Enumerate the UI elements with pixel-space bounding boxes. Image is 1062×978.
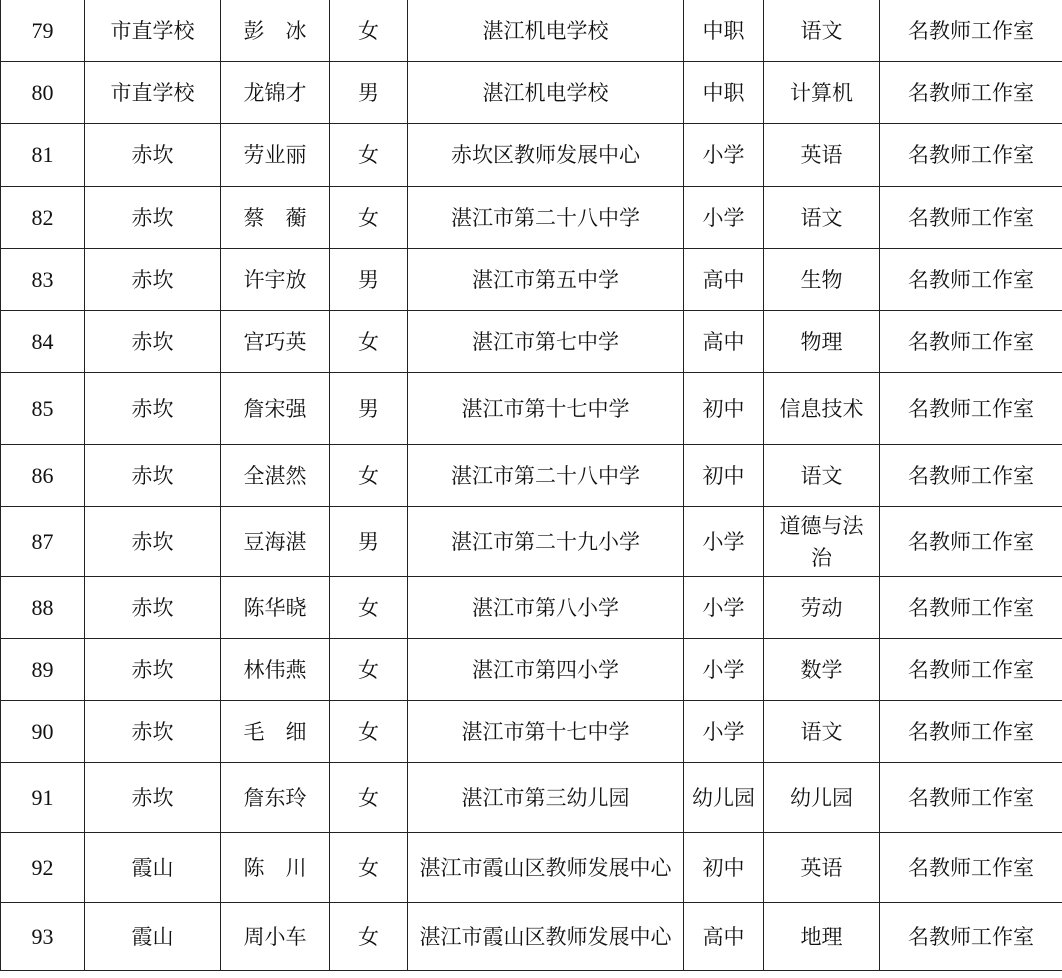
cell-gender: 女	[330, 187, 408, 249]
cell-gender: 女	[330, 577, 408, 639]
cell-number: 89	[1, 639, 85, 701]
cell-region: 赤坎	[85, 249, 221, 311]
cell-gender: 男	[330, 62, 408, 124]
cell-school: 湛江市霞山区教师发展中心	[408, 833, 684, 903]
cell-school: 湛江市第七中学	[408, 311, 684, 373]
cell-level: 高中	[684, 903, 764, 971]
cell-number: 84	[1, 311, 85, 373]
cell-region: 赤坎	[85, 507, 221, 577]
cell-number: 93	[1, 903, 85, 971]
cell-studio-type: 名教师工作室	[880, 507, 1062, 577]
cell-school: 湛江市第十七中学	[408, 373, 684, 445]
cell-region: 赤坎	[85, 445, 221, 507]
cell-number: 90	[1, 701, 85, 763]
cell-studio-type: 名教师工作室	[880, 701, 1062, 763]
cell-level: 高中	[684, 311, 764, 373]
cell-number: 81	[1, 124, 85, 187]
cell-name: 劳业丽	[221, 124, 330, 187]
cell-level: 小学	[684, 639, 764, 701]
cell-studio-type: 名教师工作室	[880, 903, 1062, 971]
cell-school: 湛江市第二十八中学	[408, 445, 684, 507]
cell-subject: 数学	[764, 639, 880, 701]
cell-subject: 幼儿园	[764, 763, 880, 833]
cell-gender: 女	[330, 445, 408, 507]
cell-region: 赤坎	[85, 577, 221, 639]
cell-level: 小学	[684, 507, 764, 577]
cell-name: 林伟燕	[221, 639, 330, 701]
cell-level: 初中	[684, 445, 764, 507]
table-row	[1, 833, 1062, 903]
cell-name: 龙锦才	[221, 62, 330, 124]
cell-region: 赤坎	[85, 187, 221, 249]
table-row	[1, 249, 1062, 311]
cell-name: 许宇放	[221, 249, 330, 311]
cell-number: 80	[1, 62, 85, 124]
cell-school: 湛江市第五中学	[408, 249, 684, 311]
table-row	[1, 0, 1062, 62]
cell-subject: 语文	[764, 701, 880, 763]
cell-studio-type: 名教师工作室	[880, 763, 1062, 833]
cell-subject: 信息技术	[764, 373, 880, 445]
cell-name: 詹宋强	[221, 373, 330, 445]
cell-gender: 女	[330, 701, 408, 763]
cell-region: 赤坎	[85, 701, 221, 763]
table-row	[1, 763, 1062, 833]
cell-number: 91	[1, 763, 85, 833]
cell-level: 小学	[684, 124, 764, 187]
cell-gender: 男	[330, 373, 408, 445]
cell-gender: 女	[330, 639, 408, 701]
cell-subject: 生物	[764, 249, 880, 311]
cell-gender: 男	[330, 507, 408, 577]
cell-subject: 语文	[764, 0, 880, 62]
table-row	[1, 639, 1062, 701]
cell-name: 彭 冰	[221, 0, 330, 62]
cell-subject: 英语	[764, 833, 880, 903]
cell-studio-type: 名教师工作室	[880, 187, 1062, 249]
cell-name: 陈华晓	[221, 577, 330, 639]
cell-region: 赤坎	[85, 763, 221, 833]
cell-level: 小学	[684, 187, 764, 249]
cell-studio-type: 名教师工作室	[880, 62, 1062, 124]
table-row	[1, 187, 1062, 249]
cell-school: 湛江市第三幼儿园	[408, 763, 684, 833]
cell-name: 豆海湛	[221, 507, 330, 577]
cell-school: 湛江市第八小学	[408, 577, 684, 639]
table-row	[1, 124, 1062, 187]
cell-region: 霞山	[85, 833, 221, 903]
cell-level: 中职	[684, 0, 764, 62]
cell-number: 79	[1, 0, 85, 62]
cell-school: 赤坎区教师发展中心	[408, 124, 684, 187]
cell-school: 湛江机电学校	[408, 62, 684, 124]
cell-subject: 物理	[764, 311, 880, 373]
cell-subject: 计算机	[764, 62, 880, 124]
cell-school: 湛江市第二十九小学	[408, 507, 684, 577]
cell-school: 湛江机电学校	[408, 0, 684, 62]
cell-region: 赤坎	[85, 639, 221, 701]
cell-studio-type: 名教师工作室	[880, 445, 1062, 507]
cell-level: 高中	[684, 249, 764, 311]
cell-studio-type: 名教师工作室	[880, 0, 1062, 62]
table-row	[1, 507, 1062, 577]
cell-subject: 英语	[764, 124, 880, 187]
cell-gender: 女	[330, 903, 408, 971]
cell-subject: 劳动	[764, 577, 880, 639]
cell-level: 中职	[684, 62, 764, 124]
cell-subject: 语文	[764, 187, 880, 249]
table-row	[1, 62, 1062, 124]
cell-school: 湛江市第四小学	[408, 639, 684, 701]
cell-subject: 地理	[764, 903, 880, 971]
cell-name: 詹东玲	[221, 763, 330, 833]
cell-level: 小学	[684, 701, 764, 763]
cell-studio-type: 名教师工作室	[880, 577, 1062, 639]
table-row	[1, 903, 1062, 971]
cell-gender: 女	[330, 124, 408, 187]
cell-level: 小学	[684, 577, 764, 639]
cell-name: 周小车	[221, 903, 330, 971]
cell-gender: 女	[330, 0, 408, 62]
cell-number: 87	[1, 507, 85, 577]
table-row	[1, 701, 1062, 763]
cell-level: 初中	[684, 373, 764, 445]
cell-region: 市直学校	[85, 0, 221, 62]
cell-number: 82	[1, 187, 85, 249]
cell-subject: 道德与法治	[764, 507, 880, 577]
cell-name: 陈 川	[221, 833, 330, 903]
cell-studio-type: 名教师工作室	[880, 373, 1062, 445]
table-row	[1, 445, 1062, 507]
cell-region: 霞山	[85, 903, 221, 971]
table-row	[1, 311, 1062, 373]
cell-number: 88	[1, 577, 85, 639]
cell-region: 赤坎	[85, 373, 221, 445]
cell-school: 湛江市霞山区教师发展中心	[408, 903, 684, 971]
cell-region: 赤坎	[85, 311, 221, 373]
cell-studio-type: 名教师工作室	[880, 249, 1062, 311]
cell-name: 蔡 蘅	[221, 187, 330, 249]
cell-gender: 女	[330, 763, 408, 833]
cell-school: 湛江市第二十八中学	[408, 187, 684, 249]
cell-number: 86	[1, 445, 85, 507]
cell-name: 全湛然	[221, 445, 330, 507]
table-body	[1, 0, 1062, 971]
cell-name: 毛 细	[221, 701, 330, 763]
cell-level: 初中	[684, 833, 764, 903]
cell-number: 92	[1, 833, 85, 903]
cell-region: 赤坎	[85, 124, 221, 187]
cell-number: 83	[1, 249, 85, 311]
cell-studio-type: 名教师工作室	[880, 833, 1062, 903]
table-row	[1, 577, 1062, 639]
table-row	[1, 373, 1062, 445]
cell-number: 85	[1, 373, 85, 445]
cell-gender: 女	[330, 833, 408, 903]
cell-gender: 男	[330, 249, 408, 311]
cell-subject: 语文	[764, 445, 880, 507]
cell-school: 湛江市第十七中学	[408, 701, 684, 763]
cell-name: 宫巧英	[221, 311, 330, 373]
cell-region: 市直学校	[85, 62, 221, 124]
cell-studio-type: 名教师工作室	[880, 639, 1062, 701]
cell-level: 幼儿园	[684, 763, 764, 833]
cell-studio-type: 名教师工作室	[880, 311, 1062, 373]
cell-gender: 女	[330, 311, 408, 373]
cell-studio-type: 名教师工作室	[880, 124, 1062, 187]
